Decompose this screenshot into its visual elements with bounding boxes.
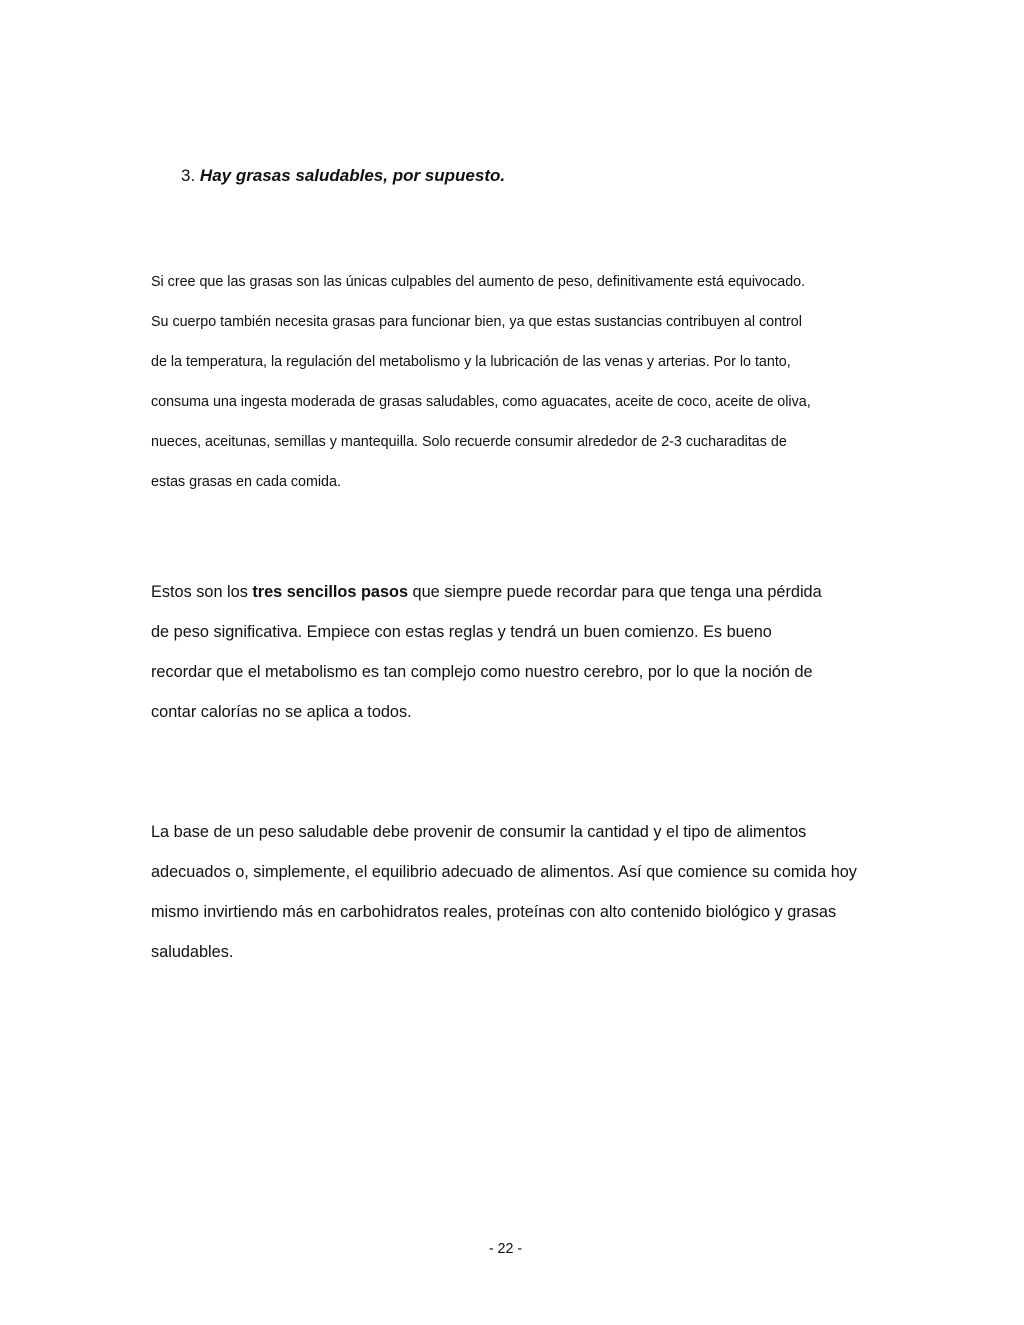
paragraph-line: consuma una ingesta moderada de grasas saludables, como aguacates, aceite de coco, aceite de oliva,: [151, 394, 811, 410]
paragraph-text: Estos son los: [151, 583, 253, 601]
paragraph-line: Si cree que las grasas son las únicas culpables del aumento de peso, definitivamente está equivocado.: [151, 274, 806, 290]
paragraph-line: de la temperatura, la regulación del metabolismo y la lubricación de las venas y arterias. Por lo tanto,: [151, 354, 791, 370]
paragraph-line: [151, 572, 891, 612]
paragraph-healthy-fats: [151, 262, 891, 502]
paragraph-line: adecuados o, simplemente, el equilibrio adecuado de alimentos. Así que comience su comida hoy: [151, 863, 857, 881]
paragraph-line: mismo invirtiendo más en carbohidratos reales, proteínas con alto contenido biológico y grasas: [151, 903, 837, 921]
paragraph-line: contar calorías no se aplica a todos.: [151, 703, 412, 721]
paragraph-line: de peso significativa. Empiece con estas reglas y tendrá un buen comienzo. Es bueno: [151, 623, 772, 641]
page-number: - 22 -: [488, 1241, 523, 1257]
paragraph-line: Su cuerpo también necesita grasas para funcionar bien, ya que estas sustancias contribuyen al control: [151, 314, 802, 330]
paragraph-line: saludables.: [151, 943, 234, 961]
paragraph-healthy-weight: [151, 812, 891, 972]
heading-number: 3.: [181, 166, 196, 185]
paragraph-line: recordar que el metabolismo es tan complejo como nuestro cerebro, por lo que la noción de: [151, 663, 813, 681]
heading-title: Hay grasas saludables, por supuesto.: [199, 166, 506, 185]
paragraph-three-steps: [151, 572, 891, 732]
paragraph-line: La base de un peso saludable debe provenir de consumir la cantidad y el tipo de alimentos: [151, 823, 807, 841]
emphasis-text: tres sencillos pasos: [252, 583, 409, 601]
paragraph-line: estas grasas en cada comida.: [151, 474, 341, 490]
paragraph-text: que siempre puede recordar para que tenga una pérdida: [408, 583, 822, 601]
section-heading: [181, 164, 505, 188]
paragraph-line: nueces, aceitunas, semillas y mantequilla. Solo recuerde consumir alrededor de 2-3 cucharaditas de: [151, 434, 787, 450]
